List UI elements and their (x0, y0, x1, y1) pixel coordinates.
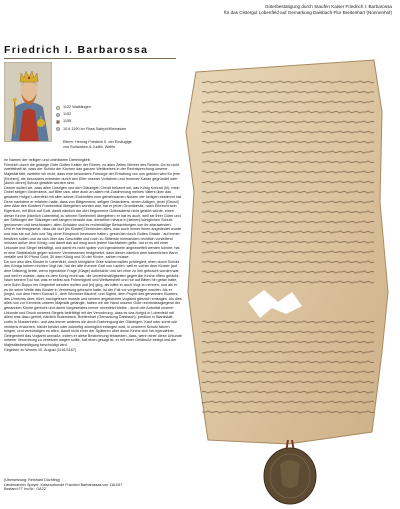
header-line-1: Güterbestätigung durch Staufen Kaiser Friedrich I. Barbarossa (264, 4, 392, 9)
translation-paragraph: Darum wollen wir, dass allen Unsrigen und den Gläubigen Christi bekannt sei, das König Konrad (III), mein Onkel seligen Gedenkens, auf Bitte usw. aber auch an allem mit Zustimmung meines Vaters über das gesamte Hofgut Lobenfeld mit allen seinen Einkünften zum gemeinsamen Nutzen der heiligen bestimmt hat. Denn nachdem er erfahren hatte, dass von Bittgemeind, seligen Gedenkens, einem Adligen, jener [Grund] dem Altar des Klosters Frankenthal übergeben worden war, hat er jenen Grundbesitz, nach Erbrecht sein Eigentum, mit Blick auf Gott, damit nämlich der dort begonnene Gottesdienst nicht gestört würde, einen dieser Kirche (nämlich Lobenfeld) zu seinem Seelenheil übergeben; er hat es auch, weil sie ihrer Güter und der Stiftungen der Gläubigen seit langem beraubt war, derselben hinaus in [seinen] königlichen Schutz genommen und beschlossen, allen Schaden und es rechtmäßige Betrachtungen von ihr abzuwenden. (4, 185, 182, 227)
emperor-portrait-icon (4, 62, 52, 142)
bullet-icon (56, 106, 60, 110)
bio-item-text: 1155 (63, 119, 72, 124)
archive-source: Landesarchiv Speyer, Kaiserurkunde Friedrich Barbarossas von 1161/67 (4, 482, 123, 487)
header-line-2: für das Cistergul Lobenfeld auf Gemarkung Daisbach Flur Breitenhart (Nonnenhof) (223, 10, 392, 15)
page-header (142, 4, 392, 16)
biography-list (56, 104, 184, 133)
source-footer (4, 478, 164, 492)
bio-item (56, 126, 184, 133)
translation-paragraph: Und er hat festgesetzt, dass die dort [im Kloster] Dienenden alles, was auch immer ihnen angedeutet wurde und was sie auf Jahr und Tag ohne Einspruch besessen hatten, geschützt durch Gottes Gnade - auf immer besitzen sollen und da sich über das Geschäfte und noch zu Stiftende niemandem rechtlich vorzeitend müssen außer dem König; und damit das auf ewig auch jedem Nachfahren gelte, hat er es mit einer Urkunde und Siegel bekräftigt, und damit es nicht später von irgendeinem angezweifelt werden könnte, hat er eine Strafabsicht gegen solchen Vermessenen festgesetzt, dass dieser nämlich dem kaiserlichen Bann verfalle und 50 Pfund Gold, 30 dem König und 20 der Kirche, zahlen müsse. (4, 227, 182, 260)
bullet-icon (56, 127, 60, 131)
bio-item-text: 1122 Waiblingen (63, 105, 91, 109)
translation-paragraph: Da nun also dies Kloster in Lobenfeld, durch königliche Güte solchermaßen privilegiert, eben durch Schutz des Königs keinen rechten Vogt hat, hat der alte fromme Graf von Laufen, weil er vorher dem Kloster [auf dem Dilsberg] liebte, wenn irgendeine Frage (Klage) aufbrachte und sei ohne zu ihm gebracht worden war, und weil er wusste, dass es dem König recht war, die Unrechtmäßigkeiten gegen die Kirche öfters gerächt. (4, 259, 180, 278)
bio-item-text: 10.6.1190 im Fluss Saleph/Kleinasien (63, 126, 127, 131)
translation-text (4, 158, 182, 352)
translation-paragraph: Gegeben zu Worms 10. August (1161/1167) (4, 347, 77, 352)
translation-paragraph: Nach seinem Tod hat, was er selbst aus Frömmigkeit und Weltweisheit und nur auf Bitten hin getan hatte, sein Sohn Boppo ins Gegenteil wenden wollen und [er] ging, als hätte er auch Vogt zu nennen, und als er es für seine Wette das Kloster in Verwirrung gebracht hatte, ist der Fall vor vorgetragen worden. Als er jüngst, von dem Herrn Konrad II., dem Wormser Bischof, und Sigfrid, dem Propst des genannten Klosters, des Unrechts über, führt, nachgelesen musste und seinem angeblichen Vogtamt gänzlich entsagen. Als dies alles nun zur Kenntnis unserer Majestät gelangte, haben wir die Hand unserer Güte rechtmässiglegend der genannten Kirche gereicht und damit Vorgesetztes immer unverletzt bleibe - durch die Autorität unserer Urkunde und Druck unseres Siegels bekräftigt mit der Verordnung, dass es das Hofgut in Lobenfeld mit allem was dazu gehört, nämlich Butersbach, Breitenhart (Gemarkung Daisbach), predium in Blankstatt, curtis in Nussenheim, und was immer anderes sie durch Darbringung der Gläubigen, Kauf oder sonst wie rechtens erworben, bisher besitzt oder zukünftig womöglich erlangen wird, in unserem Schutz fahren mögen, und verkündigen es allen, damit nicht einer der Späteren über diese Kirche sich bei irgendeiner Gelegenheit das Vogtamt anmaße, indem er diese Bestimmung festsetzen, dass, wenn einer diese Urkunde unserer Verordnung zu verletzen wagen sollte, soll eben gesagt ist, er mit einer Geldbuße belegt und der Majestätsbeleidigung beschuldigt wird. (4, 278, 182, 347)
bio-item (56, 104, 184, 111)
inventory-number: Bestand F7 Inv.Nr.: GA22 (4, 487, 46, 492)
parents-line-2: von Schwaben & Judith, Welfin (63, 144, 116, 149)
bio-item-text: 1152 (63, 112, 72, 117)
bullet-icon (56, 120, 60, 124)
translation-paragraph: Friedrich durch die gnädige Güte Gottes Kaiser der Römer, zu allen Zeiten Mehrer des Reichs. Da es nicht zweifelhaft ist, dass der Schutz der Kirchen das ganzen Weltkreises in der Rechtsprechung unserer Majestät fällt, zweifeln wir nicht, dass eine besondere Fürsorge der Erhaltung von uns gebührt wird für jene [Kirchen], die besonders entweder durch den Eifer unserer Vorfahren und frommer Kaiser gegründet oder [durch deren] Schutz gestärkt worden sind. (4, 162, 180, 186)
parents-line-1: Eltern: Herzog Friedrich II. der Einäugige (63, 140, 132, 144)
parchment-charter-icon (168, 52, 398, 508)
title-divider (4, 58, 176, 59)
bio-item (56, 111, 184, 118)
bio-item (56, 118, 184, 125)
translation-paragraph: Im Namen der heiligen und unteilbaren Dreieinigkeit. (4, 158, 91, 162)
translator-credit: (Übersetzung: Reinhard Düchting) (4, 478, 60, 482)
bullet-icon (56, 113, 60, 117)
parents-info (63, 140, 173, 150)
page-title: Friedrich I. Barbarossa (4, 44, 149, 56)
